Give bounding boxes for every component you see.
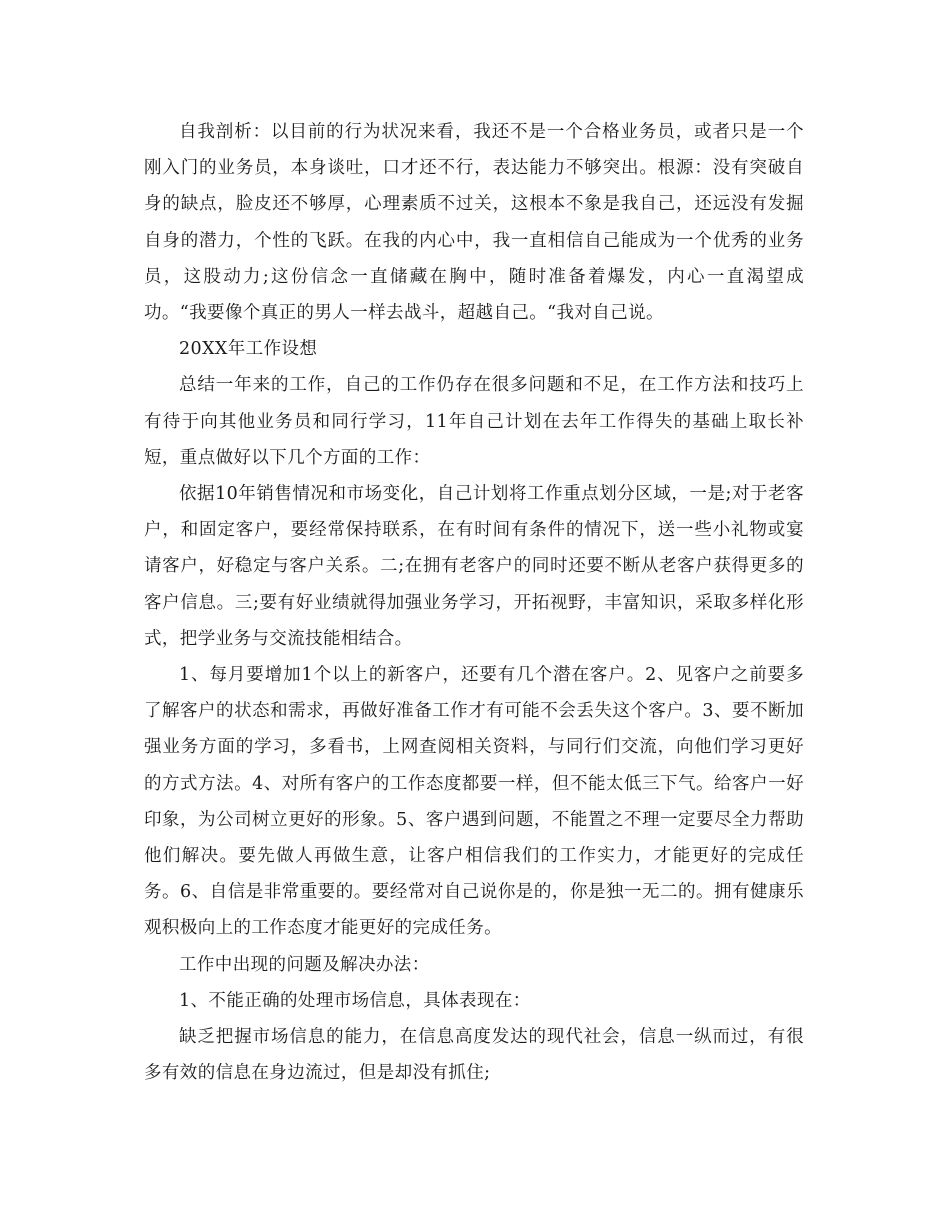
document-page [144, 114, 804, 1091]
heading-problems-solutions: 工作中出现的问题及解决办法： [179, 954, 430, 975]
paragraph-self-analysis: 自我剖析：以目前的行为状况来看，我还不是一个合格业务员，或者只是一个刚入门的业务员，本身谈吐，口才还不行，表达能力不够突出。根源：没有突破自身的缺点，脸皮还不够厚，心理素质不过关，这根本不象是我自己，还远没有发掘自身的潜力，个性的飞跃。在我的内心中，我一直相信自己能成为一个优秀的业务员，这股动力;这份信念一直储藏在胸中，随时准备着爆发，内心一直渴望成功。“我要像个真正的男人一样去战斗，超越自己。“我对自己说。 [144, 122, 804, 324]
paragraph-regional-plan: 依据10年销售情况和市场变化，自己计划将工作重点划分区域，一是;对于老客户，和固定客户，要经常保持联系，在有时间有条件的情况下，送一些小礼物或宴请客户，好稳定与客户关系。二;在拥有老客户的同时还要不断从老客户获得更多的客户信息。三;要有好业绩就得加强业务学习，开拓视野，丰富知识，采取多样化形式，把学业务与交流技能相结合。 [144, 484, 804, 649]
paragraph-problem-one: 1、不能正确的处理市场信息，具体表现在： [179, 990, 531, 1011]
heading-work-plan: 20XX年工作设想 [179, 339, 318, 360]
paragraph-year-summary: 总结一年来的工作，自己的工作仍存在很多问题和不足，在工作方法和技巧上有待于向其他业务员和同行学习，11年自己计划在去年工作得失的基础上取长补短，重点做好以下几个方面的工作： [144, 375, 804, 468]
paragraph-action-items: 1、每月要增加1个以上的新客户，还要有几个潜在客户。2、见客户之前要多了解客户的状态和需求，再做好准备工作才有可能不会丢失这个客户。3、要不断加强业务方面的学习，多看书，上网查阅相关资料，与同行们交流，向他们学习更好的方式方法。4、对所有客户的工作态度都要一样，但不能太低三下气。给客户一好印象，为公司树立更好的形象。5、客户遇到问题，不能置之不理一定要尽全力帮助他们解决。要先做人再做生意，让客户相信我们的工作实力，才能更好的完成任务。6、自信是非常重要的。要经常对自己说你是的，你是独一无二的。拥有健康乐观积极向上的工作态度才能更好的完成任务。 [144, 665, 804, 939]
paragraph-market-info: 缺乏把握市场信息的能力，在信息高度发达的现代社会，信息一纵而过，有很多有效的信息在身边流过，但是却没有抓住; [144, 1027, 804, 1084]
